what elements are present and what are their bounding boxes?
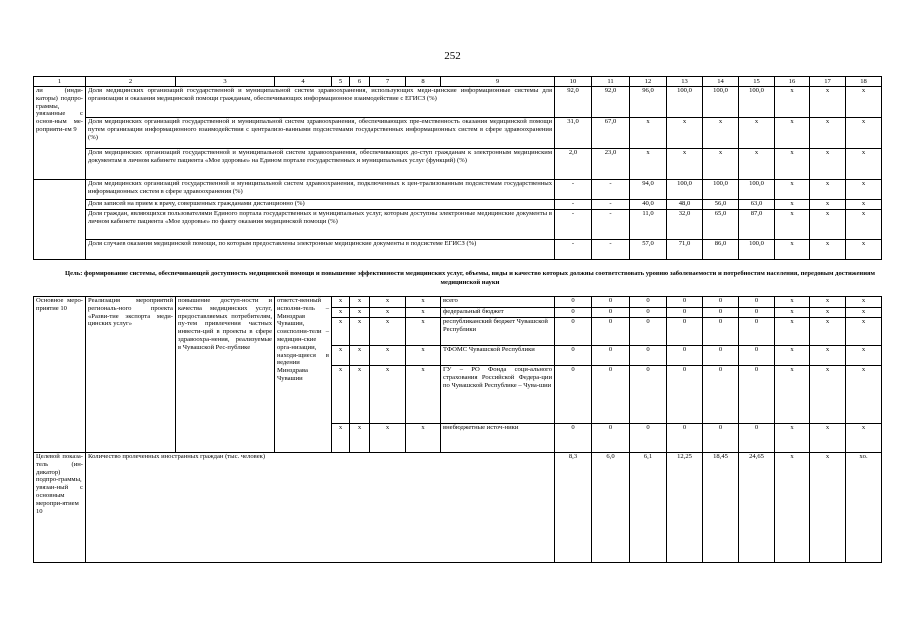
value-cell: 67,0: [592, 118, 630, 149]
mark-cell: x: [406, 297, 441, 308]
mark-cell: x: [350, 366, 370, 424]
value-cell: 40,0: [630, 200, 667, 210]
value-cell: x: [846, 240, 882, 260]
header-cell: 8: [406, 77, 441, 87]
value-cell: 0: [739, 297, 775, 308]
value-cell: x: [810, 318, 846, 346]
value-cell: 100,0: [739, 180, 775, 200]
value-cell: x: [775, 318, 810, 346]
header-cell: 15: [739, 77, 775, 87]
value-cell: x: [775, 308, 810, 318]
value-cell: x: [775, 346, 810, 366]
indicator-text: Доля случаев оказания медицинской помощи, по которым предоставлены электронные медицинские документы в подсистеме ЕГИСЗ (%): [86, 240, 555, 260]
value-cell: 23,0: [592, 149, 630, 180]
value-cell: x: [846, 297, 882, 308]
value-cell: 8,3: [555, 453, 592, 563]
value-cell: 6,1: [630, 453, 667, 563]
value-cell: x: [775, 200, 810, 210]
value-cell: 0: [630, 366, 667, 424]
value-cell: x: [810, 200, 846, 210]
value-cell: 0: [703, 318, 739, 346]
mark-cell: x: [370, 346, 406, 366]
value-cell: 0: [739, 366, 775, 424]
value-cell: x: [630, 118, 667, 149]
target-indicator-label: Целевой показа-тель (ин-дикатор) подпро-граммы, увязан-ный с основным меропри-ятием 10: [34, 453, 86, 563]
value-cell: x: [846, 346, 882, 366]
indicator-text: Доля записей на прием к врачу, совершенных гражданами дистанционно (%): [86, 200, 555, 210]
indicator-text: Доля медицинских организаций государственной и муниципальной систем здравоохранения, обеспечивающих пре-емственность оказания медицинской помощи путем организации информационного взаимодействия с централизо-ванными подсистемами государственных информационных систем в сфере здравоохранения (%): [86, 118, 555, 149]
value-cell: x: [630, 149, 667, 180]
header-cell: 1: [34, 77, 86, 87]
mark-cell: x: [350, 297, 370, 308]
responsible-executor: ответст-венный исполни-тель – Минздрав Чувашии, соисполни-тели – медицин-ские орга-низации, находя-щиеся в ведении Минздрава Чувашии: [275, 297, 332, 453]
page-number: 252: [444, 50, 461, 62]
value-cell: 0: [555, 424, 592, 453]
value-cell: 48,0: [667, 200, 703, 210]
value-cell: 0: [630, 424, 667, 453]
value-cell: x: [810, 308, 846, 318]
value-cell: x: [775, 87, 810, 118]
funding-source: всего: [441, 297, 555, 308]
table-row: [34, 453, 882, 563]
table-row: [34, 118, 882, 149]
target-indicator-text: Количество пролеченных иностранных граждан (тыс. человек): [86, 453, 555, 563]
mark-cell: x: [406, 318, 441, 346]
value-cell: 0: [630, 297, 667, 308]
value-cell: 0: [555, 308, 592, 318]
value-cell: 2,0: [555, 149, 592, 180]
value-cell: 100,0: [703, 180, 739, 200]
value-cell: 18,45: [703, 453, 739, 563]
header-cell: 14: [703, 77, 739, 87]
mark-cell: x: [332, 318, 350, 346]
value-cell: x: [810, 87, 846, 118]
value-cell: x: [703, 149, 739, 180]
mark-cell: x: [370, 424, 406, 453]
mark-cell: x: [406, 308, 441, 318]
table-row: [34, 210, 882, 240]
table-row: [34, 87, 882, 118]
mark-cell: x: [370, 318, 406, 346]
value-cell: x: [810, 346, 846, 366]
value-cell: x: [846, 424, 882, 453]
mark-cell: x: [406, 346, 441, 366]
header-cell: 10: [555, 77, 592, 87]
goal-statement: Цель: формирование системы, обеспечивающей доступность медицинской помощи и повышение эффективности медицинских услуг, объемы, виды и качество которых должны соответствовать уровню заболеваемости и потребностям населения, передовым достижениям медицинской науки: [64, 270, 876, 286]
measure-name: Реализация мероприятий региональ-ного проекта «Разви-тие экспорта меди-цинских услуг»: [86, 297, 176, 453]
value-cell: x: [846, 200, 882, 210]
mark-cell: x: [332, 297, 350, 308]
value-cell: 0: [667, 366, 703, 424]
value-cell: -: [592, 210, 630, 240]
value-cell: x: [810, 118, 846, 149]
indicator-text: Доля граждан, являющихся пользователями Единого портала государственных и муниципальных услуг, которым доступны электронные медицинские документы в личном кабинете пациента «Мое здоровье» по факту оказания медицинской помощи (%): [86, 210, 555, 240]
value-cell: x: [810, 210, 846, 240]
value-cell: x: [775, 424, 810, 453]
empty-cell: [34, 180, 86, 260]
mark-cell: x: [406, 366, 441, 424]
table-row: [34, 180, 882, 200]
indicator-group-label: ли (инди-каторы) подпро-граммы, увязанные с основ-ным ме-роприяти-ем 9: [34, 87, 86, 180]
value-cell: -: [592, 240, 630, 260]
value-cell: -: [555, 240, 592, 260]
value-cell: 0: [555, 318, 592, 346]
mark-cell: x: [332, 366, 350, 424]
value-cell: 0: [667, 346, 703, 366]
value-cell: 100,0: [667, 180, 703, 200]
value-cell: 0: [667, 424, 703, 453]
header-cell: 11: [592, 77, 630, 87]
value-cell: x: [775, 453, 810, 563]
value-cell: 0: [739, 346, 775, 366]
value-cell: 0: [739, 318, 775, 346]
value-cell: -: [555, 210, 592, 240]
value-cell: 0: [630, 346, 667, 366]
value-cell: x: [846, 366, 882, 424]
value-cell: 94,0: [630, 180, 667, 200]
value-cell: 0: [592, 318, 630, 346]
value-cell: 0: [630, 308, 667, 318]
value-cell: 0: [592, 297, 630, 308]
value-cell: x: [846, 318, 882, 346]
header-cell: 5: [332, 77, 350, 87]
table-row: [34, 240, 882, 260]
indicator-text: Доля медицинских организаций государственной и муниципальной систем здравоохранения, обеспечивающих до-ступ гражданам к электронным медицинским документам в личном кабинете пациента «Мое здоровье» на Едином портале государственных и муниципальных услуг (функций) (%): [86, 149, 555, 180]
value-cell: 100,0: [739, 240, 775, 260]
value-cell: x: [810, 149, 846, 180]
mark-cell: x: [350, 318, 370, 346]
value-cell: 87,0: [739, 210, 775, 240]
value-cell: 0: [703, 424, 739, 453]
mark-cell: x: [332, 424, 350, 453]
value-cell: x: [775, 297, 810, 308]
funding-source: республиканский бюджет Чувашской Республики: [441, 318, 555, 346]
header-cell: 6: [350, 77, 370, 87]
value-cell: 32,0: [667, 210, 703, 240]
value-cell: 0: [703, 346, 739, 366]
value-cell: 0: [555, 346, 592, 366]
mark-cell: x: [350, 424, 370, 453]
value-cell: -: [555, 200, 592, 210]
value-cell: x: [667, 118, 703, 149]
funding-source: внебюджетные источ-ники: [441, 424, 555, 453]
indicator-text: Доля медицинских организаций государственной и муниципальной систем здравоохранения, подключенных к цен-трализованным подсистемам государственных информационных систем в сфере здравоохранения (%): [86, 180, 555, 200]
value-cell: x: [810, 366, 846, 424]
mark-cell: x: [350, 308, 370, 318]
header-cell: 17: [810, 77, 846, 87]
value-cell: x: [775, 210, 810, 240]
value-cell: 0: [555, 366, 592, 424]
header-cell: 18: [846, 77, 882, 87]
value-cell: x: [810, 424, 846, 453]
value-cell: 63,0: [739, 200, 775, 210]
value-cell: x: [810, 180, 846, 200]
value-cell: xо.: [846, 453, 882, 563]
table-row: [34, 297, 882, 308]
value-cell: x: [775, 180, 810, 200]
value-cell: x: [846, 149, 882, 180]
measure-goal: повышение доступ-ности и качества медицинских услуг, предоставляемых потребителям, пу-тем привлечения частных инвести-ций в проекты в сфере здравоохра-нения, реализуемые в Чувашской Рес-публике: [176, 297, 275, 453]
value-cell: 0: [703, 366, 739, 424]
header-cell: 16: [775, 77, 810, 87]
value-cell: x: [846, 87, 882, 118]
header-cell: 12: [630, 77, 667, 87]
value-cell: 0: [592, 424, 630, 453]
mark-cell: x: [406, 424, 441, 453]
header-cell: 9: [441, 77, 555, 87]
value-cell: 0: [630, 318, 667, 346]
value-cell: 57,0: [630, 240, 667, 260]
value-cell: 12,25: [667, 453, 703, 563]
value-cell: 24,65: [739, 453, 775, 563]
value-cell: x: [810, 453, 846, 563]
value-cell: x: [775, 149, 810, 180]
mark-cell: x: [350, 346, 370, 366]
table-row: [34, 200, 882, 210]
value-cell: 0: [667, 297, 703, 308]
mark-cell: x: [370, 366, 406, 424]
indicators-table: [33, 76, 882, 260]
value-cell: 0: [739, 424, 775, 453]
header-cell: 2: [86, 77, 176, 87]
value-cell: 0: [667, 308, 703, 318]
value-cell: x: [810, 297, 846, 308]
mark-cell: x: [332, 346, 350, 366]
value-cell: x: [775, 240, 810, 260]
value-cell: x: [703, 118, 739, 149]
measure-number: Основное меро-приятие 10: [34, 297, 86, 453]
value-cell: x: [739, 118, 775, 149]
value-cell: 100,0: [703, 87, 739, 118]
header-cell: 7: [370, 77, 406, 87]
value-cell: 0: [703, 308, 739, 318]
measure-table: [33, 296, 882, 563]
value-cell: 0: [667, 318, 703, 346]
funding-source: федеральный бюджет: [441, 308, 555, 318]
value-cell: 92,0: [555, 87, 592, 118]
value-cell: x: [810, 240, 846, 260]
mark-cell: x: [332, 308, 350, 318]
value-cell: 86,0: [703, 240, 739, 260]
value-cell: x: [775, 366, 810, 424]
value-cell: 11,0: [630, 210, 667, 240]
indicator-text: Доля медицинских организаций государственной и муниципальной систем здравоохранения, использующих меди-цинские информационные системы для организации и оказания медицинской помощи гражданам, обеспечивающих информационное взаимодействие с ЕГИСЗ (%): [86, 87, 555, 118]
value-cell: 0: [739, 308, 775, 318]
value-cell: x: [775, 118, 810, 149]
value-cell: 6,0: [592, 453, 630, 563]
value-cell: 92,0: [592, 87, 630, 118]
funding-source: ГУ – РО Фонда соци-ального страхования Российской Федера-ции по Чувашской Республике – Чува-шии: [441, 366, 555, 424]
value-cell: 0: [703, 297, 739, 308]
value-cell: 0: [592, 366, 630, 424]
value-cell: x: [846, 118, 882, 149]
value-cell: 96,0: [630, 87, 667, 118]
header-row: [34, 77, 882, 87]
value-cell: -: [592, 180, 630, 200]
value-cell: -: [555, 180, 592, 200]
header-cell: 4: [275, 77, 332, 87]
value-cell: 0: [592, 308, 630, 318]
value-cell: 0: [592, 346, 630, 366]
value-cell: x: [846, 180, 882, 200]
mark-cell: x: [370, 297, 406, 308]
value-cell: x: [846, 308, 882, 318]
funding-source: ТФОМС Чувашской Республики: [441, 346, 555, 366]
value-cell: x: [846, 210, 882, 240]
value-cell: 31,0: [555, 118, 592, 149]
value-cell: 100,0: [667, 87, 703, 118]
value-cell: -: [592, 200, 630, 210]
header-cell: 13: [667, 77, 703, 87]
value-cell: x: [667, 149, 703, 180]
value-cell: 65,0: [703, 210, 739, 240]
value-cell: 71,0: [667, 240, 703, 260]
header-cell: 3: [176, 77, 275, 87]
table-row: [34, 149, 882, 180]
value-cell: 0: [555, 297, 592, 308]
value-cell: x: [739, 149, 775, 180]
mark-cell: x: [370, 308, 406, 318]
value-cell: 100,0: [739, 87, 775, 118]
value-cell: 56,0: [703, 200, 739, 210]
